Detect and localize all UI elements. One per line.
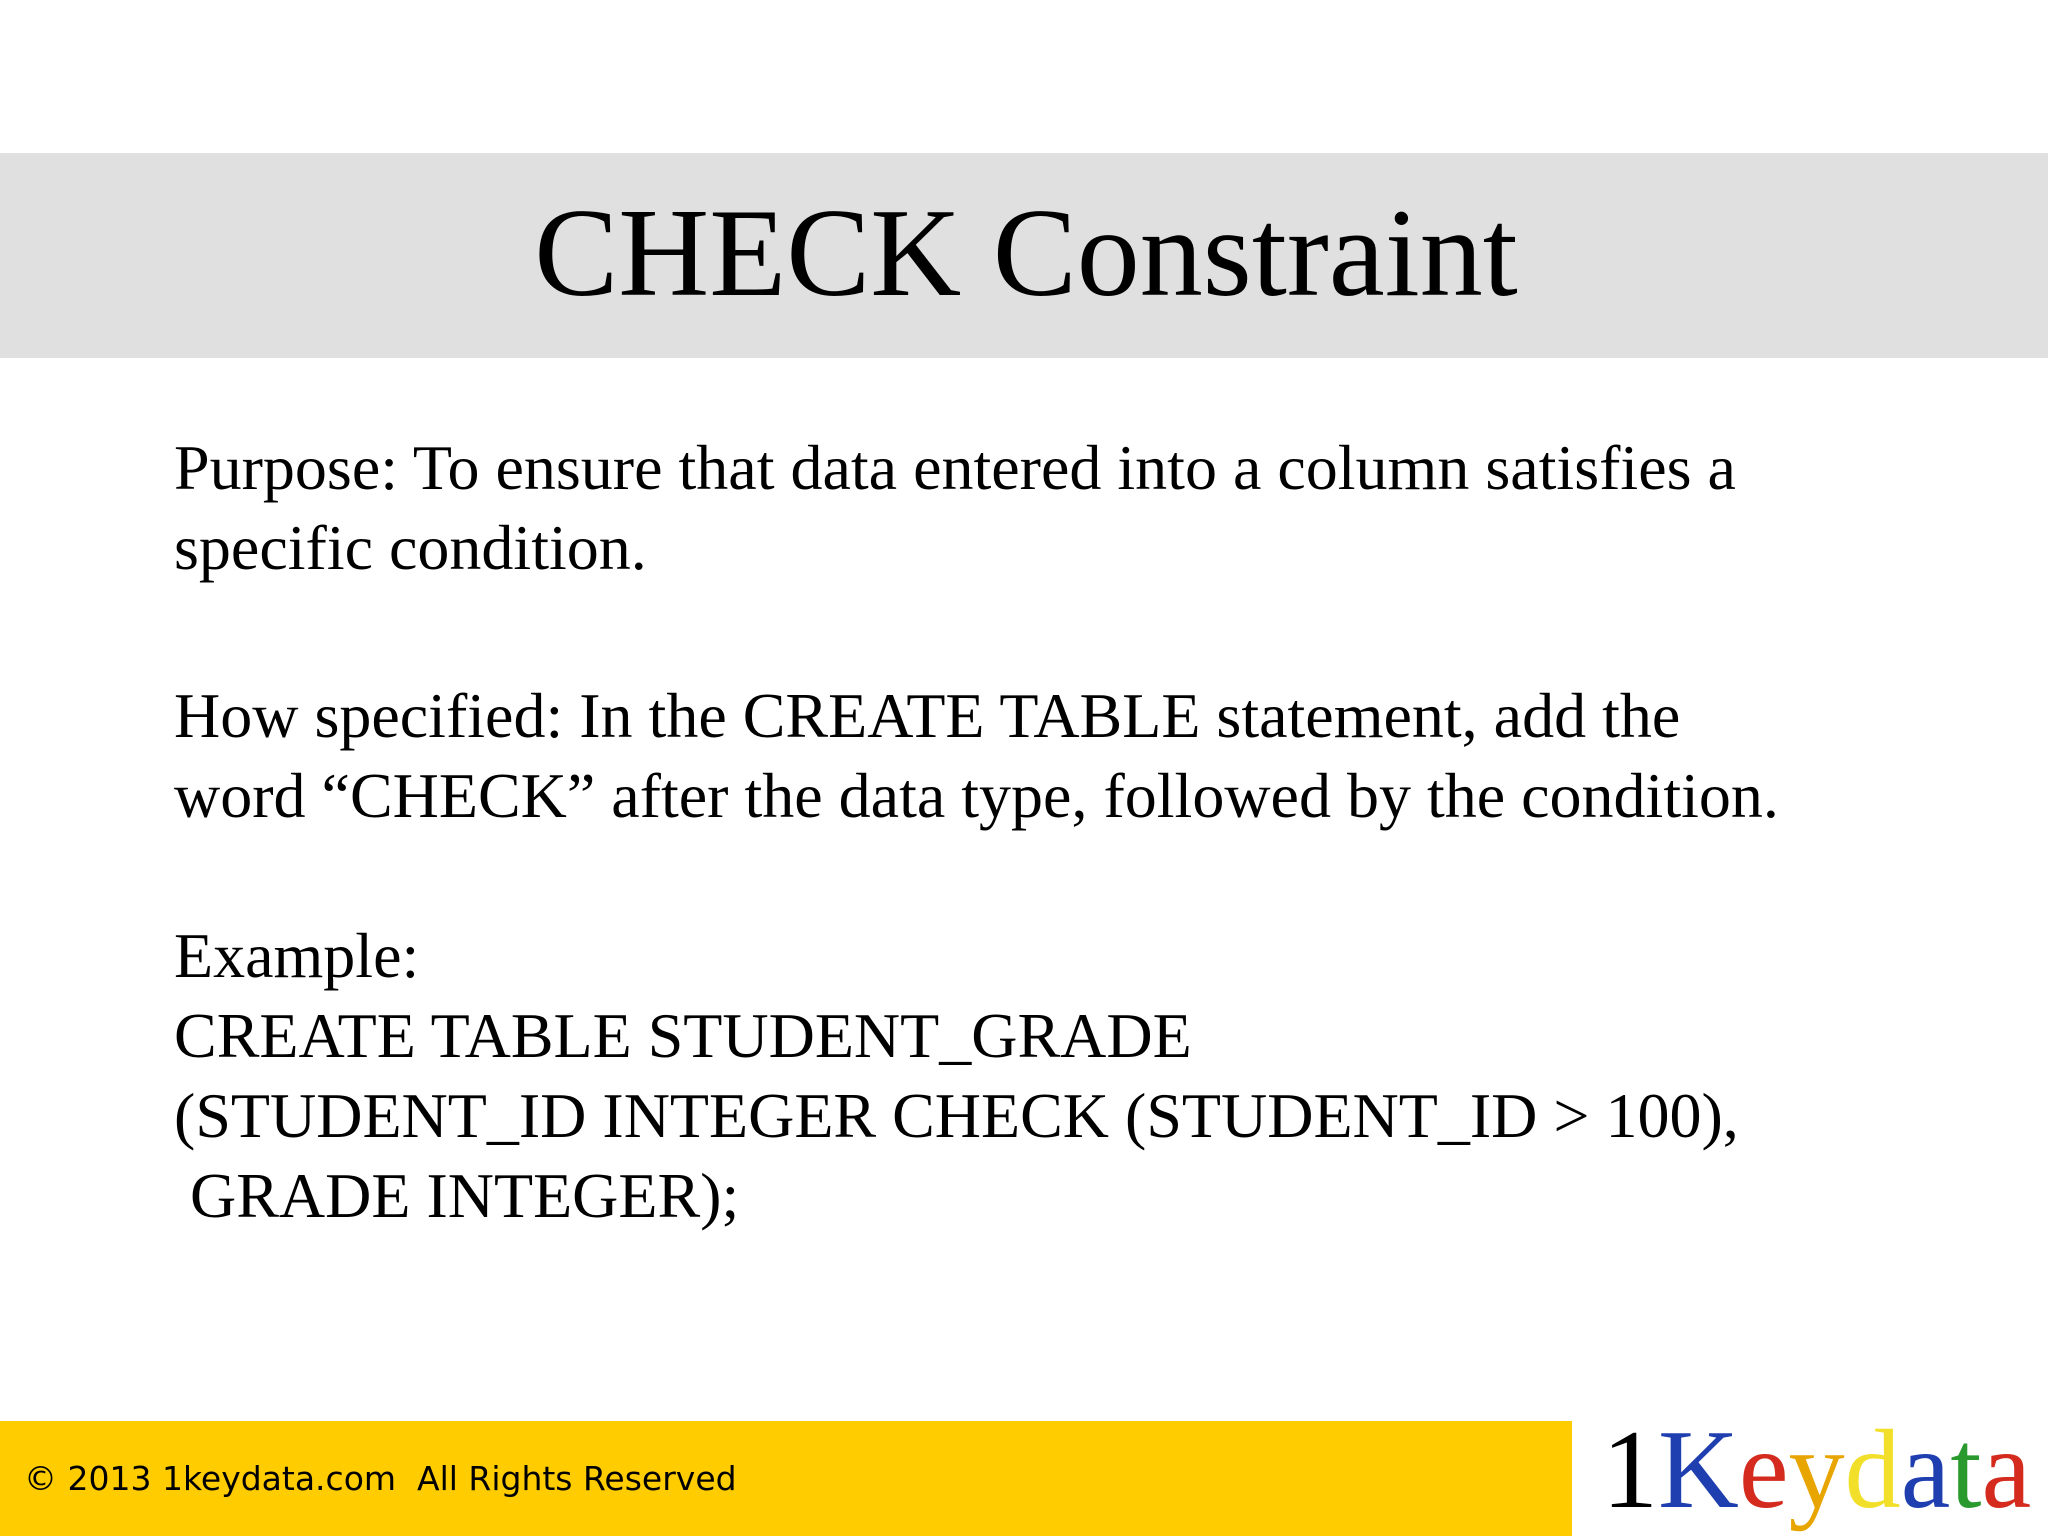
code-line-3: GRADE INTEGER); [174,1160,740,1231]
how-line-1: How specified: In the CREATE TABLE statement, add the [174,680,1681,751]
copyright-text: © 2013 1keydata.com All Rights Reserved [24,1459,737,1498]
slide-title: CHECK Constraint [534,183,1518,323]
logo-letter: a [1900,1408,1951,1532]
title-band [0,153,2048,358]
slide-body [174,428,1974,1236]
logo-letter: t [1950,1408,1982,1532]
example-label: Example: [174,920,420,991]
code-line-2: (STUDENT_ID INTEGER CHECK (STUDENT_ID > 100), [174,1080,1739,1151]
purpose-line-1: Purpose: To ensure that data entered into a column satisfies a [174,432,1736,503]
how-line-2: word “CHECK” after the data type, followed by the condition. [174,760,1779,831]
logo-letter: e [1738,1408,1789,1532]
code-line-1: CREATE TABLE STUDENT_GRADE [174,1000,1192,1071]
spacer [174,588,1974,676]
spacer [174,836,1974,916]
logo-1keydata [1602,1410,2031,1530]
purpose-line-2: specific condition. [174,512,647,583]
footer-bar [0,1421,1572,1536]
logo-letter: a [1981,1408,2032,1532]
logo-letter: y [1788,1408,1845,1532]
logo-letter: 1 [1602,1408,1658,1532]
logo-letter: d [1844,1408,1901,1532]
logo-letter: K [1658,1408,1739,1532]
